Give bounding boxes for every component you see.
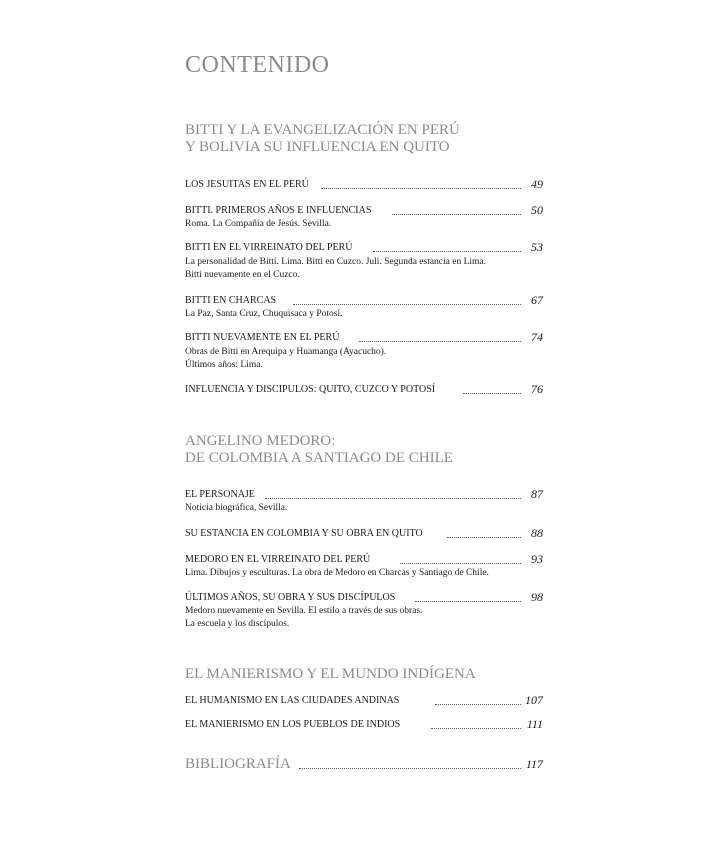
toc-entry-label: BITTI EN CHARCAS — [185, 295, 277, 306]
leader-dots — [400, 563, 521, 564]
part2-heading-line2: DE COLOMBIA A SANTIAGO DE CHILE — [185, 450, 453, 466]
toc-entry-bibliografia[interactable] — [185, 756, 543, 773]
toc-entry-nuevamente-peru[interactable] — [185, 332, 543, 346]
toc-entry-label: MEDORO EN EL VIRREINATO DEL PERÚ — [185, 554, 371, 565]
leader-dots — [463, 393, 521, 394]
toc-page-number: 117 — [525, 757, 543, 771]
part2-heading-line1: ANGELINO MEDORO: — [185, 433, 336, 449]
part3-heading: EL MANIERISMO Y EL MUNDO INDÍGENA — [185, 666, 476, 682]
toc-entry-label: SU ESTANCIA EN COLOMBIA Y SU OBRA EN QUITO — [185, 528, 423, 539]
toc-entry-humanismo[interactable] — [185, 695, 543, 709]
toc-entry-label: BITTI NUEVAMENTE EN EL PERÚ — [185, 332, 340, 343]
leader-dots — [359, 341, 521, 342]
leader-dots — [447, 537, 521, 538]
toc-entry-subtitle: La Paz, Santa Cruz, Chuquisaca y Potosí. — [185, 309, 343, 319]
toc-entry-subtitle: Noticia biográfica, Sevilla. — [185, 503, 288, 513]
toc-page-number: 49 — [531, 177, 543, 191]
leader-dots — [415, 601, 521, 602]
leader-dots — [392, 214, 521, 215]
toc-entry-label: LOS JESUITAS EN EL PERÚ — [185, 179, 309, 190]
part2-heading — [185, 433, 453, 467]
toc-entry-subtitle: Medoro nuevamente en Sevilla. El estilo a través de sus obras. — [185, 606, 423, 616]
toc-entry-label: EL PERSONAJE — [185, 489, 255, 500]
toc-entry-influencia[interactable] — [185, 384, 543, 398]
toc-entry-subtitle: Obras de Bitti en Arequipa y Huamanga (Ayacucho). — [185, 347, 387, 357]
part1-heading-line1: BITTI Y LA EVANGELIZACIÓN EN PERÚ — [185, 122, 460, 138]
toc-page-number: 93 — [531, 552, 543, 566]
toc-entry-primeros-anos[interactable] — [185, 205, 543, 219]
part1-heading-line2: Y BOLIVIA SU INFLUENCIA EN QUITO — [185, 139, 450, 155]
toc-page-number: 88 — [531, 526, 543, 540]
toc-page-number: 111 — [526, 717, 543, 731]
toc-page-number: 107 — [525, 693, 543, 707]
toc-entry-jesuitas[interactable] — [185, 179, 543, 193]
toc-entry-virreinato[interactable] — [185, 242, 543, 256]
leader-dots — [265, 498, 521, 499]
toc-entry-colombia[interactable] — [185, 528, 543, 542]
toc-page-number: 53 — [531, 240, 543, 254]
toc-entry-label: EL MANIERISMO EN LOS PUEBLOS DE INDIOS — [185, 719, 401, 730]
toc-entry-label: ÚLTIMOS AÑOS, SU OBRA Y SUS DISCÍPULOS — [185, 592, 396, 603]
toc-entry-charcas[interactable] — [185, 295, 543, 309]
toc-entry-subtitle: La escuela y los discípulos. — [185, 619, 290, 629]
toc-entry-label: INFLUENCIA Y DISCIPULOS: QUITO, CUZCO Y POTOSÍ — [185, 384, 436, 395]
toc-entry-personaje[interactable] — [185, 489, 543, 503]
toc-entry-subtitle: Últimos años: Lima. — [185, 360, 263, 370]
toc-entry-subtitle: Bitti nuevamente en el Cuzco. — [185, 270, 300, 280]
leader-dots — [431, 728, 521, 729]
toc-entry-label: BITTI EN EL VIRREINATO DEL PERÚ — [185, 242, 353, 253]
toc-entry-manierismo-pueblos[interactable] — [185, 719, 543, 733]
toc-entry-ultimos-anos[interactable] — [185, 592, 543, 606]
toc-entry-label: BITTI. PRIMEROS AÑOS E INFLUENCIAS — [185, 205, 372, 216]
bibliography-label: BIBLIOGRAFÍA — [185, 756, 291, 772]
toc-page-number: 50 — [531, 203, 543, 217]
leader-dots — [373, 251, 521, 252]
toc-page-number: 98 — [531, 590, 543, 604]
toc-entry-subtitle: La personalidad de Bitti. Lima. Bitti en Cuzco. Juli. Segunda estancia en Lima. — [185, 257, 487, 267]
toc-entry-label: EL HUMANISMO EN LAS CIUDADES ANDINAS — [185, 695, 400, 706]
toc-entry-subtitle: Lima. Dibujos y esculturas. La obra de Medoro en Charcas y Santiago de Chile. — [185, 568, 489, 578]
part1-heading — [185, 122, 460, 156]
leader-dots — [299, 768, 521, 769]
toc-page-number: 76 — [531, 382, 543, 396]
leader-dots — [435, 704, 521, 705]
toc-page-number: 67 — [531, 293, 543, 307]
toc-entry-medoro-virreinato[interactable] — [185, 554, 543, 568]
toc-entry-subtitle: Roma. La Compañía de Jesús. Sevilla. — [185, 219, 332, 229]
toc-page-number: 74 — [531, 330, 543, 344]
leader-dots — [321, 188, 521, 189]
page-title: CONTENIDO — [185, 52, 330, 78]
leader-dots — [293, 304, 521, 305]
toc-page-number: 87 — [531, 487, 543, 501]
